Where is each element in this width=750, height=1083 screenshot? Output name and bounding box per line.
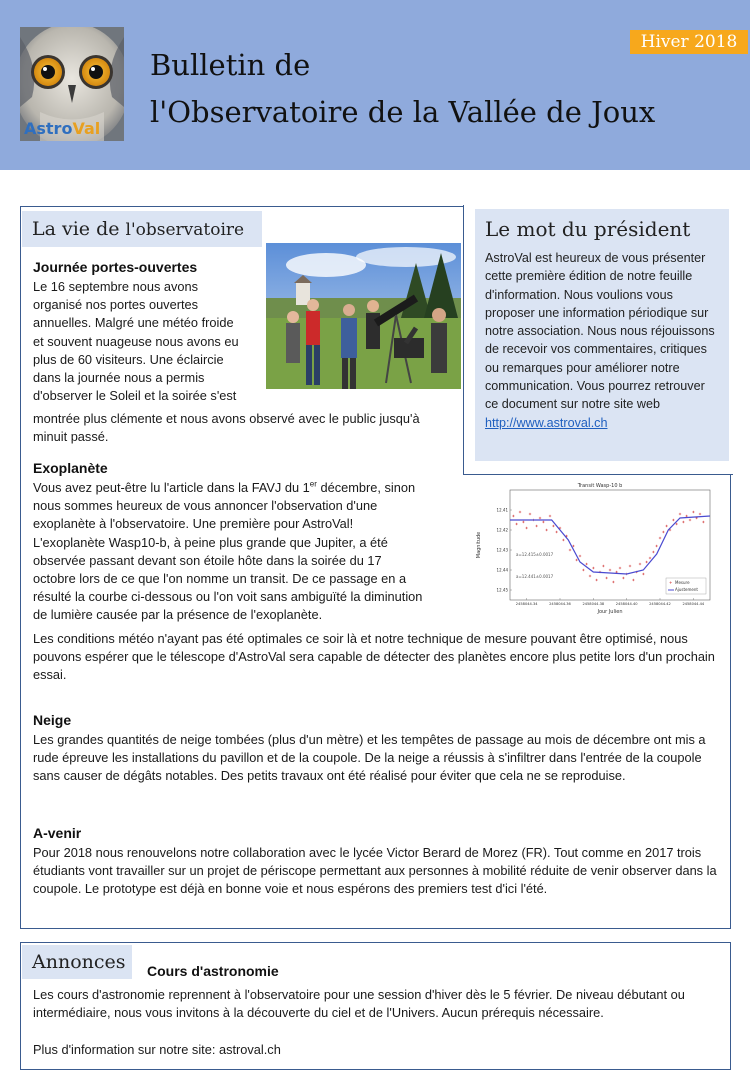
chart-ytick-label: 12.41	[496, 507, 508, 513]
exo-line: L'exoplanète Wasp10-b, à peine plus grande que Jupiter, a été	[33, 534, 388, 550]
open-day-photo	[266, 243, 461, 389]
chart-title: Transit Wasp-10 b	[577, 483, 623, 489]
heading-neige: Neige	[33, 712, 72, 728]
exo-line	[33, 479, 465, 497]
portes-rest: montrée plus clémente et nous avons observé avec le public jusqu'à minuit passé.	[33, 411, 420, 445]
annonces-text: Les cours d'astronomie reprennent à l'observatoire pour une session d'hiver dès le 5 février. De niveau débutant ou intermédiaire, nous vous invitons à la découverte du ciel et de l'Univers. Aucun prérequis nécessaire.	[33, 987, 685, 1021]
portes-line: annuelles. Malgré une météo froide	[33, 315, 234, 331]
exo-line: nous sommes heureux de vous annoncer l'observation d'une	[33, 498, 378, 514]
exo-line: de lumière causée par la présence de l'exoplanète.	[33, 607, 323, 623]
crowd-photo-icon	[266, 243, 461, 389]
exo-line: exoplanète à l'observatoire. Une première pour AstroVal!	[33, 516, 354, 532]
heading-cours: Cours d'astronomie	[147, 963, 279, 979]
chart-annotation-1: a=12.415±0.0017	[516, 552, 554, 557]
president-title: Le mot du président	[485, 217, 691, 241]
legend-marker-mesure: +	[669, 580, 673, 585]
chart-ytick-label: 12.43	[496, 547, 508, 553]
portes-line: organisé nos portes ouvertes	[33, 297, 199, 313]
chart-xlabel: Jour Julien	[597, 609, 623, 615]
section-title-small: l'observatoire	[125, 220, 245, 240]
chart-xtick-label: 2458044.34	[515, 602, 538, 606]
portes-text-column	[33, 278, 265, 405]
chart-xtick-label: 2458044.44	[682, 602, 705, 606]
owl-logo	[20, 27, 124, 141]
legend-mesure: Mesure	[675, 580, 690, 585]
neige-text: Les grandes quantités de neige tombées (plus d'un mètre) et les tempêtes de passage au mois de décembre ont mis a rude épreuve les installations du pavillon et de la coupole. De la neige a réussis à s'infiltrer dans l'entrée de la coupole sans causer de dégâts notables. Des petits travaux ont été réalisé pour éviter que cela ne se reproduise.	[33, 732, 706, 784]
president-text	[485, 249, 719, 432]
president-panel	[475, 209, 729, 461]
exo-line1-sup: er	[309, 479, 317, 489]
chart-xtick-label: 2458044.42	[649, 602, 671, 606]
president-body: AstroVal est heureux de vous présenter cette première édition de notre feuille d'information. Nous voulions vous proposer une information périodique sur notre association. Nous nous réjouissons de recevoir vos commentaires, critiques ou remarques pour améliorer notre communication. Vous pourrez retrouver ce document sur notre site web	[485, 251, 715, 412]
transit-chart	[470, 480, 720, 615]
heading-exo: Exoplanète	[33, 460, 108, 476]
section-title-annonces: Annonces	[22, 945, 132, 979]
logo-text-astro: Astro	[24, 119, 73, 138]
season-badge: Hiver 2018	[630, 30, 748, 54]
website-link[interactable]: http://www.astroval.ch	[485, 415, 608, 430]
portes-line: dans la journée nous a permis	[33, 370, 205, 386]
page-title-line2: l'Observatoire de la Vallée de Joux	[150, 95, 656, 129]
chart-ytick-label: 12.45	[496, 587, 508, 593]
chart-ytick-label: 12.42	[496, 527, 508, 533]
portes-line: d'observer le Soleil et la soirée s'est	[33, 388, 237, 404]
exo-line1-b: décembre, sinon	[316, 480, 416, 495]
heading-avenir: A-venir	[33, 825, 82, 841]
chart-ylabel: Magnitude	[476, 531, 482, 559]
exo-text-column	[33, 479, 465, 625]
legend-ajustement: Ajustement	[675, 587, 698, 592]
exo-line: observée passant devant son étoile hôte dans la soirée du 17	[33, 552, 382, 568]
chart-xtick-label: 2458044.36	[549, 602, 571, 606]
logo-text-val: Val	[72, 119, 101, 138]
portes-line: et souvent nuageuse nous avons eu	[33, 333, 239, 349]
portes-line: plus de 60 visiteurs. Une éclaircie	[33, 351, 224, 367]
page-title-line1: Bulletin de	[150, 48, 311, 82]
section-title-main: La vie de	[32, 218, 126, 240]
avenir-text: Pour 2018 nous renouvelons notre collaboration avec le lycée Victor Berard de Morez (FR). Tout comme en 2017 trois étudiants vont travailler sur un projet de périscope permettant aux personnes à mobilité réduite de venir observer dans la coupole. Le prototype est déjà en bonne voie et nous espérons des premiers test d'ici l'été.	[33, 845, 717, 897]
exo-line: octobre lors de ce que l'on nomme un transit. De ce passage en a	[33, 571, 407, 587]
chart-legend	[666, 578, 706, 594]
chart-xtick-label: 2458044.38	[582, 602, 605, 606]
section-title-vie	[22, 211, 262, 247]
exo-line1-a: Vous avez peut-être lu l'article dans la FAVJ du 1	[33, 480, 310, 495]
annonces-more: Plus d'information sur notre site: astroval.ch	[33, 1042, 281, 1057]
chart-ytick-label: 12.44	[496, 567, 508, 573]
chart-xtick-label: 2458044.40	[615, 602, 638, 606]
heading-portes: Journée portes-ouvertes	[33, 259, 198, 275]
chart-annotation-2: a=12.441±0.0017	[516, 574, 554, 579]
exo-rest: Les conditions météo n'ayant pas été optimales ce soir là et notre technique de mesure pouvant être optimisé, nous pouvons espérer que le télescope d'AstroVal sera capable de détecter des planètes encore plus petite lors d'un prochain essai.	[33, 631, 715, 683]
portes-line: Le 16 septembre nous avons	[33, 279, 199, 294]
exo-line: résulté la courbe ci-dessous ou l'on voit sans ambiguïté la diminution	[33, 589, 423, 605]
logo-text	[24, 119, 100, 138]
header-banner	[0, 0, 750, 170]
